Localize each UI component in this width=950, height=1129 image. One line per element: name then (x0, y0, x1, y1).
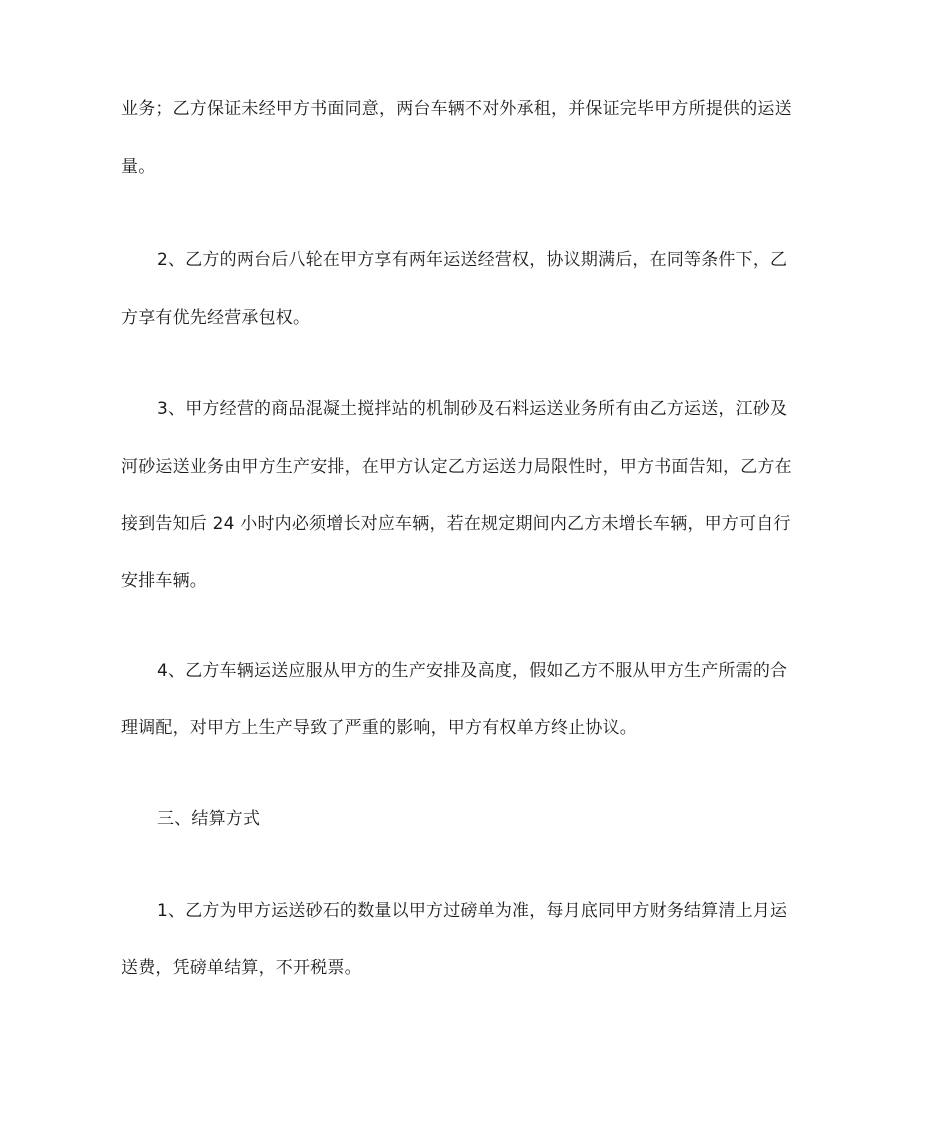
text-line: 接到告知后 24 小时内必须增长对应车辆，若在规定期间内乙方未增长车辆，甲方可自行 (121, 514, 791, 534)
text-line: 安排车辆。 (121, 571, 207, 591)
text-line: 理调配，对甲方上生产导致了严重的影响，甲方有权单方终止协议。 (121, 718, 637, 738)
text-line: 业务；乙方保证未经甲方书面同意，两台车辆不对外承租，并保证完毕甲方所提供的运送 (121, 99, 792, 119)
text-line: 送费，凭磅单结算，不开税票。 (121, 958, 362, 978)
text-line: 1、乙方为甲方运送砂石的数量以甲方过磅单为准，每月底同甲方财务结算清上月运 (157, 901, 788, 921)
text-line: 3、甲方经营的商品混凝土搅拌站的机制砂及石料运送业务所有由乙方运送，江砂及 (157, 399, 788, 419)
text-line: 2、乙方的两台后八轮在甲方享有两年运送经营权，协议期满后，在同等条件下，乙 (157, 250, 788, 270)
text-line: 4、乙方车辆运送应服从甲方的生产安排及高度，假如乙方不服从甲方生产所需的合 (157, 661, 788, 681)
text-line: 河砂运送业务由甲方生产安排，在甲方认定乙方运送力局限性时，甲方书面告知，乙方在 (121, 457, 792, 477)
section-heading: 三、结算方式 (157, 809, 261, 829)
text-line: 方享有优先经营承包权。 (121, 308, 311, 328)
text-line: 量。 (121, 157, 156, 177)
